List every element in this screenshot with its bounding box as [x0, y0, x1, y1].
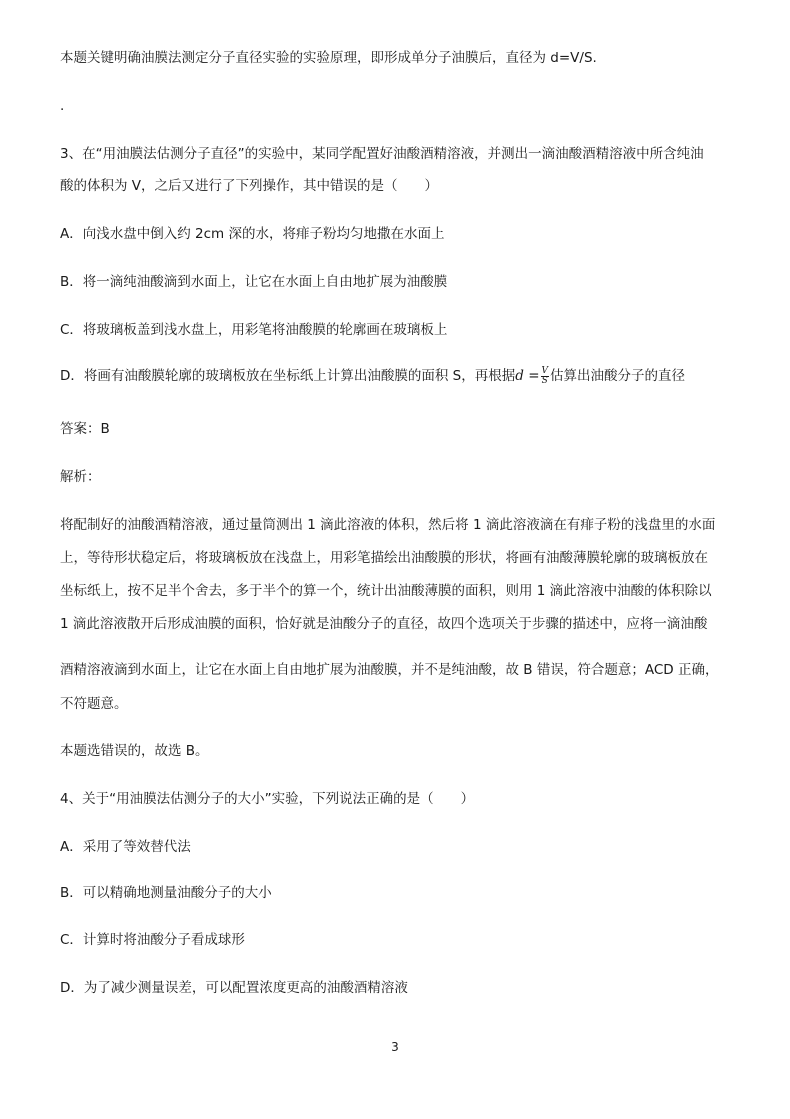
q3-option-b: B．将一滴纯油酸滴到水面上，让它在水面上自由地扩展为油酸膜 — [60, 274, 448, 290]
analysis-line: 上，等待形状稳定后，将玻璃板放在浅盘上，用彩笔描绘出油酸膜的形状，将画有油酸薄膜轮廓的玻璃板放在 — [60, 550, 708, 566]
q3-option-c: C．将玻璃板盖到浅水盘上，用彩笔将油酸膜的轮廓画在玻璃板上 — [60, 322, 448, 338]
intro-dot: . — [60, 98, 65, 114]
analysis-line: 1 滴此溶液散开后形成油膜的面积，恰好就是油酸分子的直径，故四个选项关于步骤的描述中，应将一滴油酸 — [60, 616, 708, 632]
q3-analysis-label: 解析： — [60, 469, 101, 485]
analysis-line: 酒精溶液滴到水面上，让它在水面上自由地扩展为油酸膜，并不是纯油酸，故 B 错误，符合题意；ACD 正确， — [60, 662, 719, 678]
analysis-line: 将配制好的油酸酒精溶液，通过量筒测出 1 滴此溶液的体积，然后将 1 滴此溶液滴在有痱子粉的浅盘里的水面 — [60, 517, 716, 533]
analysis-line: 坐标纸上，按不足半个舍去，多于半个的算一个，统计出油酸薄膜的面积，则用 1 滴此溶液中油酸的体积除以 — [60, 583, 712, 599]
formula-fraction — [541, 367, 550, 386]
q3-stem-line2: 酸的体积为 V，之后又进行了下列操作，其中错误的是（ ） — [60, 178, 439, 194]
q3-stem-line1: 3、在“用油膜法估测分子直径”的实验中，某同学配置好油酸酒精溶液，并测出一滴油酸酒精溶液中所含纯油 — [60, 146, 704, 162]
q3-option-d — [60, 366, 685, 386]
formula-lhs: d = — [515, 368, 540, 384]
analysis-line: 不符题意。 — [60, 696, 128, 712]
formula-numerator: V — [541, 365, 549, 376]
page-number: 3 — [391, 1040, 399, 1054]
q3-option-d-tail: 估算出油酸分子的直径 — [550, 368, 686, 384]
q3-answer: 答案：B — [60, 421, 110, 437]
q4-option-c: C．计算时将油酸分子看成球形 — [60, 932, 245, 948]
formula-denominator: S — [541, 375, 548, 386]
q4-option-a: A．采用了等效替代法 — [60, 839, 191, 855]
q4-stem: 4、关于“用油膜法估测分子的大小”实验，下列说法正确的是（ ） — [60, 791, 475, 807]
q4-option-b: B．可以精确地测量油酸分子的大小 — [60, 885, 272, 901]
q3-option-a: A．向浅水盘中倒入约 2cm 深的水，将痱子粉均匀地撒在水面上 — [60, 226, 445, 242]
q3-option-d-text: D．将画有油酸膜轮廓的玻璃板放在坐标纸上计算出油酸膜的面积 S，再根据 — [60, 368, 516, 384]
intro-principle: 本题关键明确油膜法测定分子直径实验的实验原理，即形成单分子油膜后，直径为 d=V/S. — [60, 50, 597, 66]
q3-conclusion: 本题选错误的，故选 B。 — [60, 743, 209, 759]
q4-option-d: D．为了减少测量误差，可以配置浓度更高的油酸酒精溶液 — [60, 980, 408, 996]
